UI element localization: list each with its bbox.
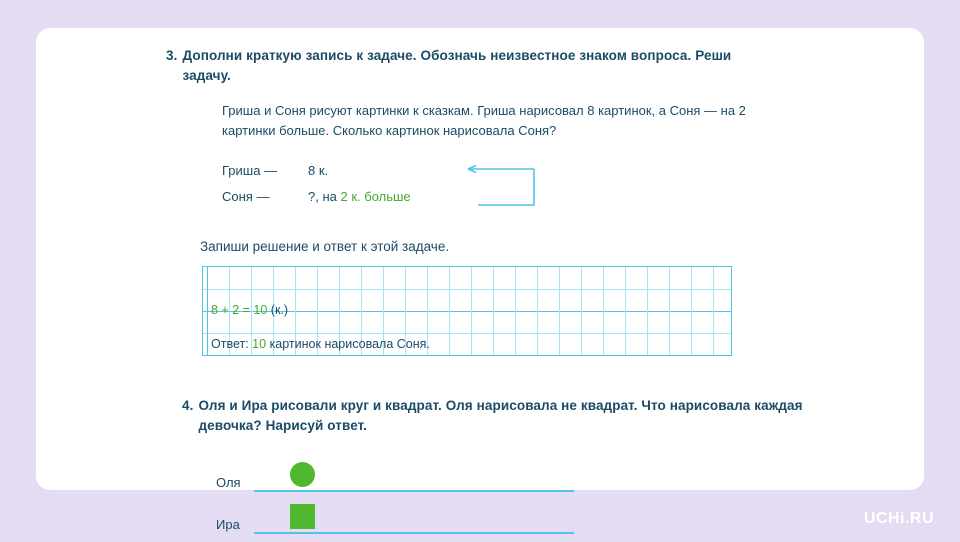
short-note [222, 163, 642, 215]
solution-expression [211, 303, 288, 317]
short-note-name-grisha: Гриша — [222, 163, 278, 179]
short-note-value-grisha: 8 к. [308, 163, 329, 179]
short-note-row-grisha [222, 163, 642, 189]
task-4-title: Оля и Ира рисовали круг и квадрат. Оля нарисовала не квадрат. Что нарисовала каждая девочка? Нарисуй ответ. [198, 398, 803, 433]
task-4-number: 4. [182, 398, 194, 414]
answer-sentence [211, 337, 430, 351]
short-note-sonya-suffix: больше [360, 189, 411, 205]
short-note-value-sonya [308, 189, 411, 204]
short-note-sonya-prefix: ?, на [308, 189, 341, 205]
short-note-name-sonya: Соня — [222, 189, 270, 205]
short-note-sonya-green: 2 к. [340, 189, 361, 205]
task-4-heading [182, 396, 886, 435]
watermark-logo: UCHi.RU [863, 510, 934, 527]
square-shape-icon [290, 504, 315, 529]
task-4 [182, 396, 886, 533]
worksheet-content [166, 46, 886, 542]
draw-row-ira [216, 500, 886, 534]
short-note-row-sonya [222, 189, 642, 215]
task-3-heading [166, 46, 886, 85]
draw-line-ira[interactable] [254, 502, 574, 534]
answer-label: Ответ: [211, 337, 249, 352]
task-3-problem-text: Гриша и Соня рисуют картинки к сказкам. Гриша нарисовал 8 картинок, а Соня — на 2 картинки больше. Сколько картинок нарисовала Соня? [222, 103, 746, 139]
circle-shape-icon [290, 462, 315, 487]
solution-expression-unit: (к.) [267, 303, 289, 318]
draw-row-olya [216, 458, 886, 492]
answer-tail: картинок нарисовала Соня. [269, 337, 430, 352]
solution-expression-green: 8 + 2 = 10 [211, 303, 268, 318]
draw-line-olya[interactable] [254, 460, 574, 492]
task-3-sub-instruction: Запиши решение и ответ к этой задаче. [200, 239, 450, 255]
task-3-number: 3. [166, 48, 178, 63]
draw-label-olya: Оля [216, 474, 241, 490]
task-3-title: Дополни краткую запись к задаче. Обозначь неизвестное знаком вопроса. Реши задачу. [182, 48, 732, 83]
answer-value: 10 [252, 337, 267, 352]
draw-label-ira: Ира [216, 516, 240, 532]
task-4-answer-rows [216, 458, 886, 534]
task-3 [166, 46, 886, 356]
answer-grid[interactable] [202, 266, 732, 356]
